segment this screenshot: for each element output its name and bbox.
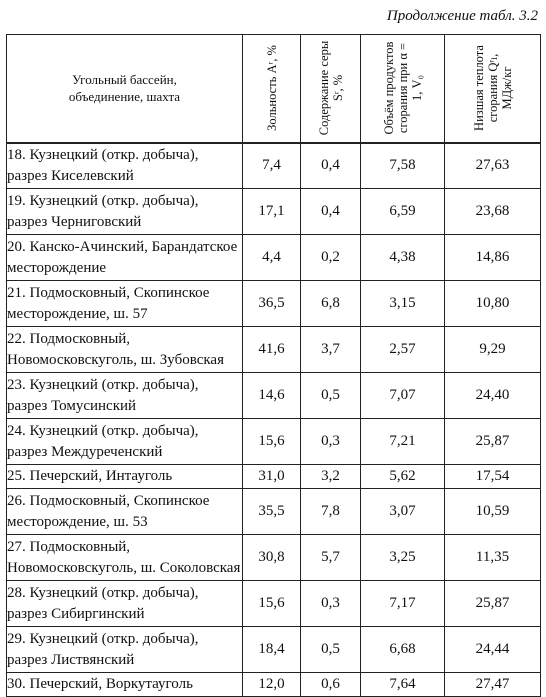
cell-volume: 7,07 [361,373,445,419]
cell-heat: 27,63 [445,143,541,189]
cell-heat: 10,59 [445,489,541,535]
cell-heat: 24,40 [445,373,541,419]
table-row [7,627,541,673]
cell-heat: 17,54 [445,465,541,489]
header-volume-text: Объём продуктов сгорания при α = 1, V₀ [381,41,424,135]
cell-ash: 36,5 [243,281,301,327]
cell-volume: 7,21 [361,419,445,465]
cell-sulfur: 5,7 [301,535,361,581]
cell-ash: 30,8 [243,535,301,581]
cell-ash: 35,5 [243,489,301,535]
header-heat-text: Низшая теплота сгорания Qʳₗ, МДж/кг [471,45,514,132]
table-row [7,327,541,373]
cell-sulfur: 0,5 [301,373,361,419]
table-row [7,373,541,419]
cell-name: 26. Подмосковный, Скопинское месторождение, ш. 53 [7,489,243,535]
cell-sulfur: 0,2 [301,235,361,281]
cell-sulfur: 6,8 [301,281,361,327]
cell-ash: 15,6 [243,581,301,627]
cell-sulfur: 0,4 [301,189,361,235]
table-caption: Продолжение табл. 3.2 [386,8,538,24]
header-sulfur-text: Содержание серы Sʳ, % [316,40,345,136]
cell-ash: 17,1 [243,189,301,235]
cell-ash: 12,0 [243,673,301,697]
cell-ash: 41,6 [243,327,301,373]
cell-sulfur: 0,5 [301,627,361,673]
cell-name: 28. Кузнецкий (откр. добыча), разрез Сибиргинский [7,581,243,627]
cell-name: 29. Кузнецкий (откр. добыча), разрез Листвянский [7,627,243,673]
cell-volume: 6,59 [361,189,445,235]
cell-heat: 9,29 [445,327,541,373]
cell-volume: 2,57 [361,327,445,373]
cell-heat: 27,47 [445,673,541,697]
table-row [7,465,541,489]
cell-volume: 5,62 [361,465,445,489]
cell-name: 20. Канско-Ачинский, Барандатское месторождение [7,235,243,281]
cell-name: 25. Печерский, Интауголь [7,465,243,489]
header-ash [243,35,301,143]
cell-sulfur: 0,6 [301,673,361,697]
table-row [7,535,541,581]
header-heat [445,35,541,143]
cell-name: 24. Кузнецкий (откр. добыча), разрез Междуреченский [7,419,243,465]
cell-name: 21. Подмосковный, Скопинское месторождение, ш. 57 [7,281,243,327]
cell-heat: 23,68 [445,189,541,235]
cell-ash: 14,6 [243,373,301,419]
cell-heat: 24,44 [445,627,541,673]
table-row [7,143,541,189]
cell-volume: 3,07 [361,489,445,535]
table-row [7,419,541,465]
table-row [7,581,541,627]
cell-volume: 7,64 [361,673,445,697]
cell-volume: 3,15 [361,281,445,327]
cell-sulfur: 0,3 [301,581,361,627]
cell-name: 30. Печерский, Воркутауголь [7,673,243,697]
cell-ash: 18,4 [243,627,301,673]
cell-heat: 25,87 [445,419,541,465]
cell-ash: 31,0 [243,465,301,489]
cell-volume: 7,58 [361,143,445,189]
cell-name: 18. Кузнецкий (откр. добыча), разрез Киселевский [7,143,243,189]
cell-ash: 7,4 [243,143,301,189]
table-row [7,489,541,535]
coal-table [6,34,541,697]
cell-sulfur: 0,3 [301,419,361,465]
cell-ash: 15,6 [243,419,301,465]
cell-heat: 10,80 [445,281,541,327]
table-row [7,281,541,327]
header-ash-text: Зольность Aʳ, % [264,45,279,132]
header-sulfur [301,35,361,143]
cell-name: 22. Подмосковный, Новомосковскуголь, ш. Зубовская [7,327,243,373]
cell-heat: 11,35 [445,535,541,581]
cell-sulfur: 0,4 [301,143,361,189]
table-row [7,673,541,697]
header-volume [361,35,445,143]
cell-ash: 4,4 [243,235,301,281]
cell-sulfur: 7,8 [301,489,361,535]
header-name [7,35,243,143]
table-row [7,235,541,281]
cell-heat: 14,86 [445,235,541,281]
header-row [7,35,541,143]
cell-volume: 3,25 [361,535,445,581]
cell-name: 19. Кузнецкий (откр. добыча), разрез Черниговский [7,189,243,235]
cell-sulfur: 3,7 [301,327,361,373]
cell-name: 23. Кузнецкий (откр. добыча), разрез Томусинский [7,373,243,419]
cell-volume: 7,17 [361,581,445,627]
cell-heat: 25,87 [445,581,541,627]
table-row [7,189,541,235]
cell-volume: 4,38 [361,235,445,281]
cell-sulfur: 3,2 [301,465,361,489]
header-name-text: Угольный бассейн, объединение, шахта [68,72,181,105]
cell-name: 27. Подмосковный, Новомосковскуголь, ш. Соколовская [7,535,243,581]
cell-volume: 6,68 [361,627,445,673]
